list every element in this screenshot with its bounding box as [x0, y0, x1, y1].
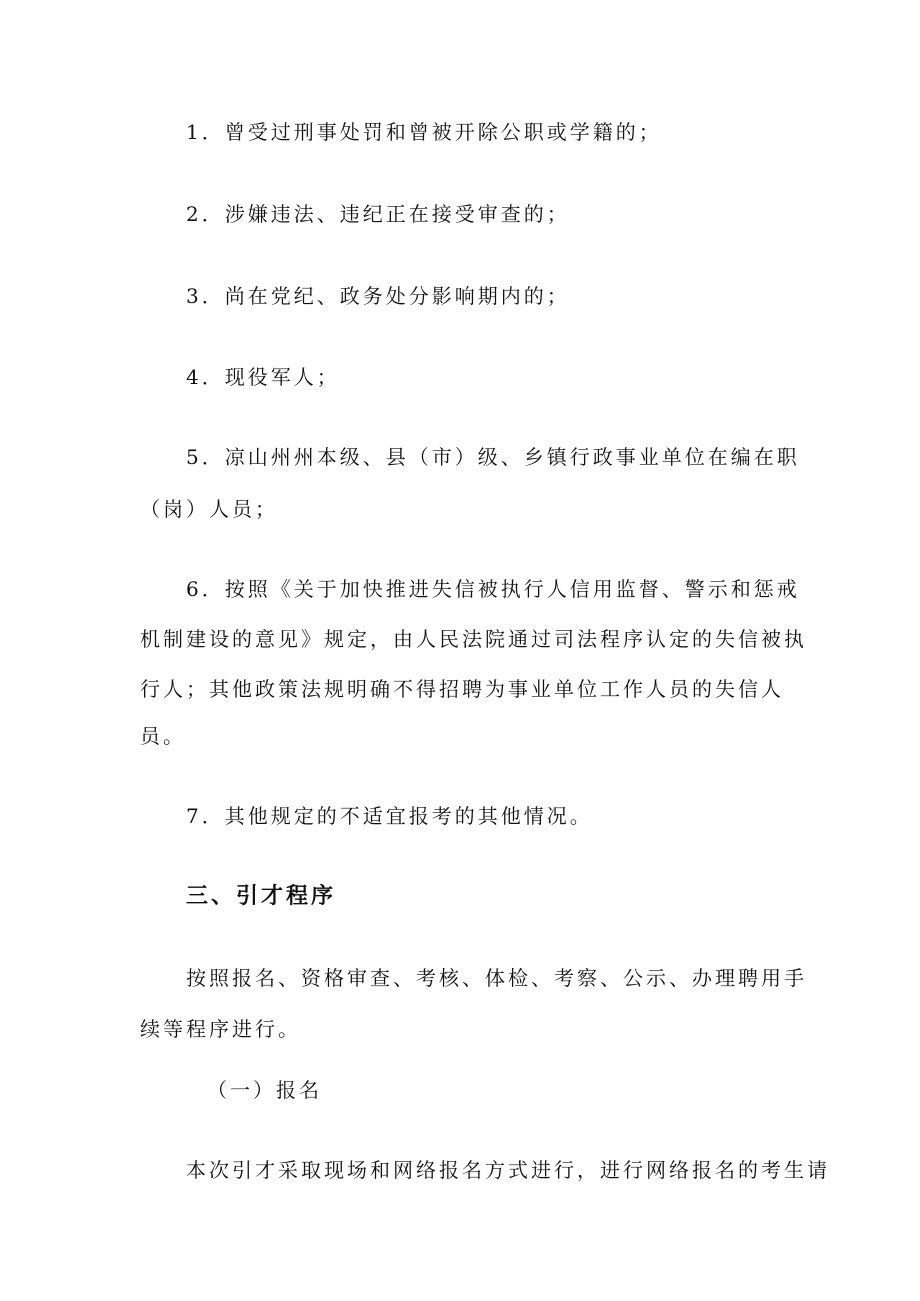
item-6-line-1: 6．按照《关于加快推进失信被执行人信用监督、警示和惩戒: [186, 577, 800, 601]
item-2-line-1: 2．涉嫌违法、违纪正在接受审查的；: [186, 202, 570, 226]
procedure-para-line-2: 续等程序进行。: [140, 1017, 301, 1041]
item-5-line-2: （岗）人员；: [140, 497, 278, 521]
procedure-para-line-1: 按照报名、资格审查、考核、体检、考察、公示、办理聘用手: [186, 966, 807, 990]
registration-para-line-1: 本次引才采取现场和网络报名方式进行，进行网络报名的考生请: [186, 1158, 830, 1182]
item-6-line-3: 行人；其他政策法规明确不得招聘为事业单位工作人员的失信人: [140, 677, 784, 701]
item-1-line-1: 1．曾受过刑事处罚和曾被开除公职或学籍的；: [186, 120, 662, 144]
item-6-line-4: 员。: [140, 724, 186, 748]
item-5-line-1: 5．凉山州州本级、县（市）级、乡镇行政事业单位在编在职: [186, 445, 800, 469]
section-heading: 三、引才程序: [186, 884, 337, 909]
subheading-registration: （一）报名: [207, 1078, 322, 1102]
item-6-line-2: 机制建设的意见》规定，由人民法院通过司法程序认定的失信被执: [140, 627, 807, 651]
item-4-line-1: 4．现役军人；: [186, 365, 340, 389]
item-3-line-1: 3．尚在党纪、政务处分影响期内的；: [186, 284, 570, 308]
item-7-line-1: 7．其他规定的不适宜报考的其他情况。: [186, 804, 593, 828]
